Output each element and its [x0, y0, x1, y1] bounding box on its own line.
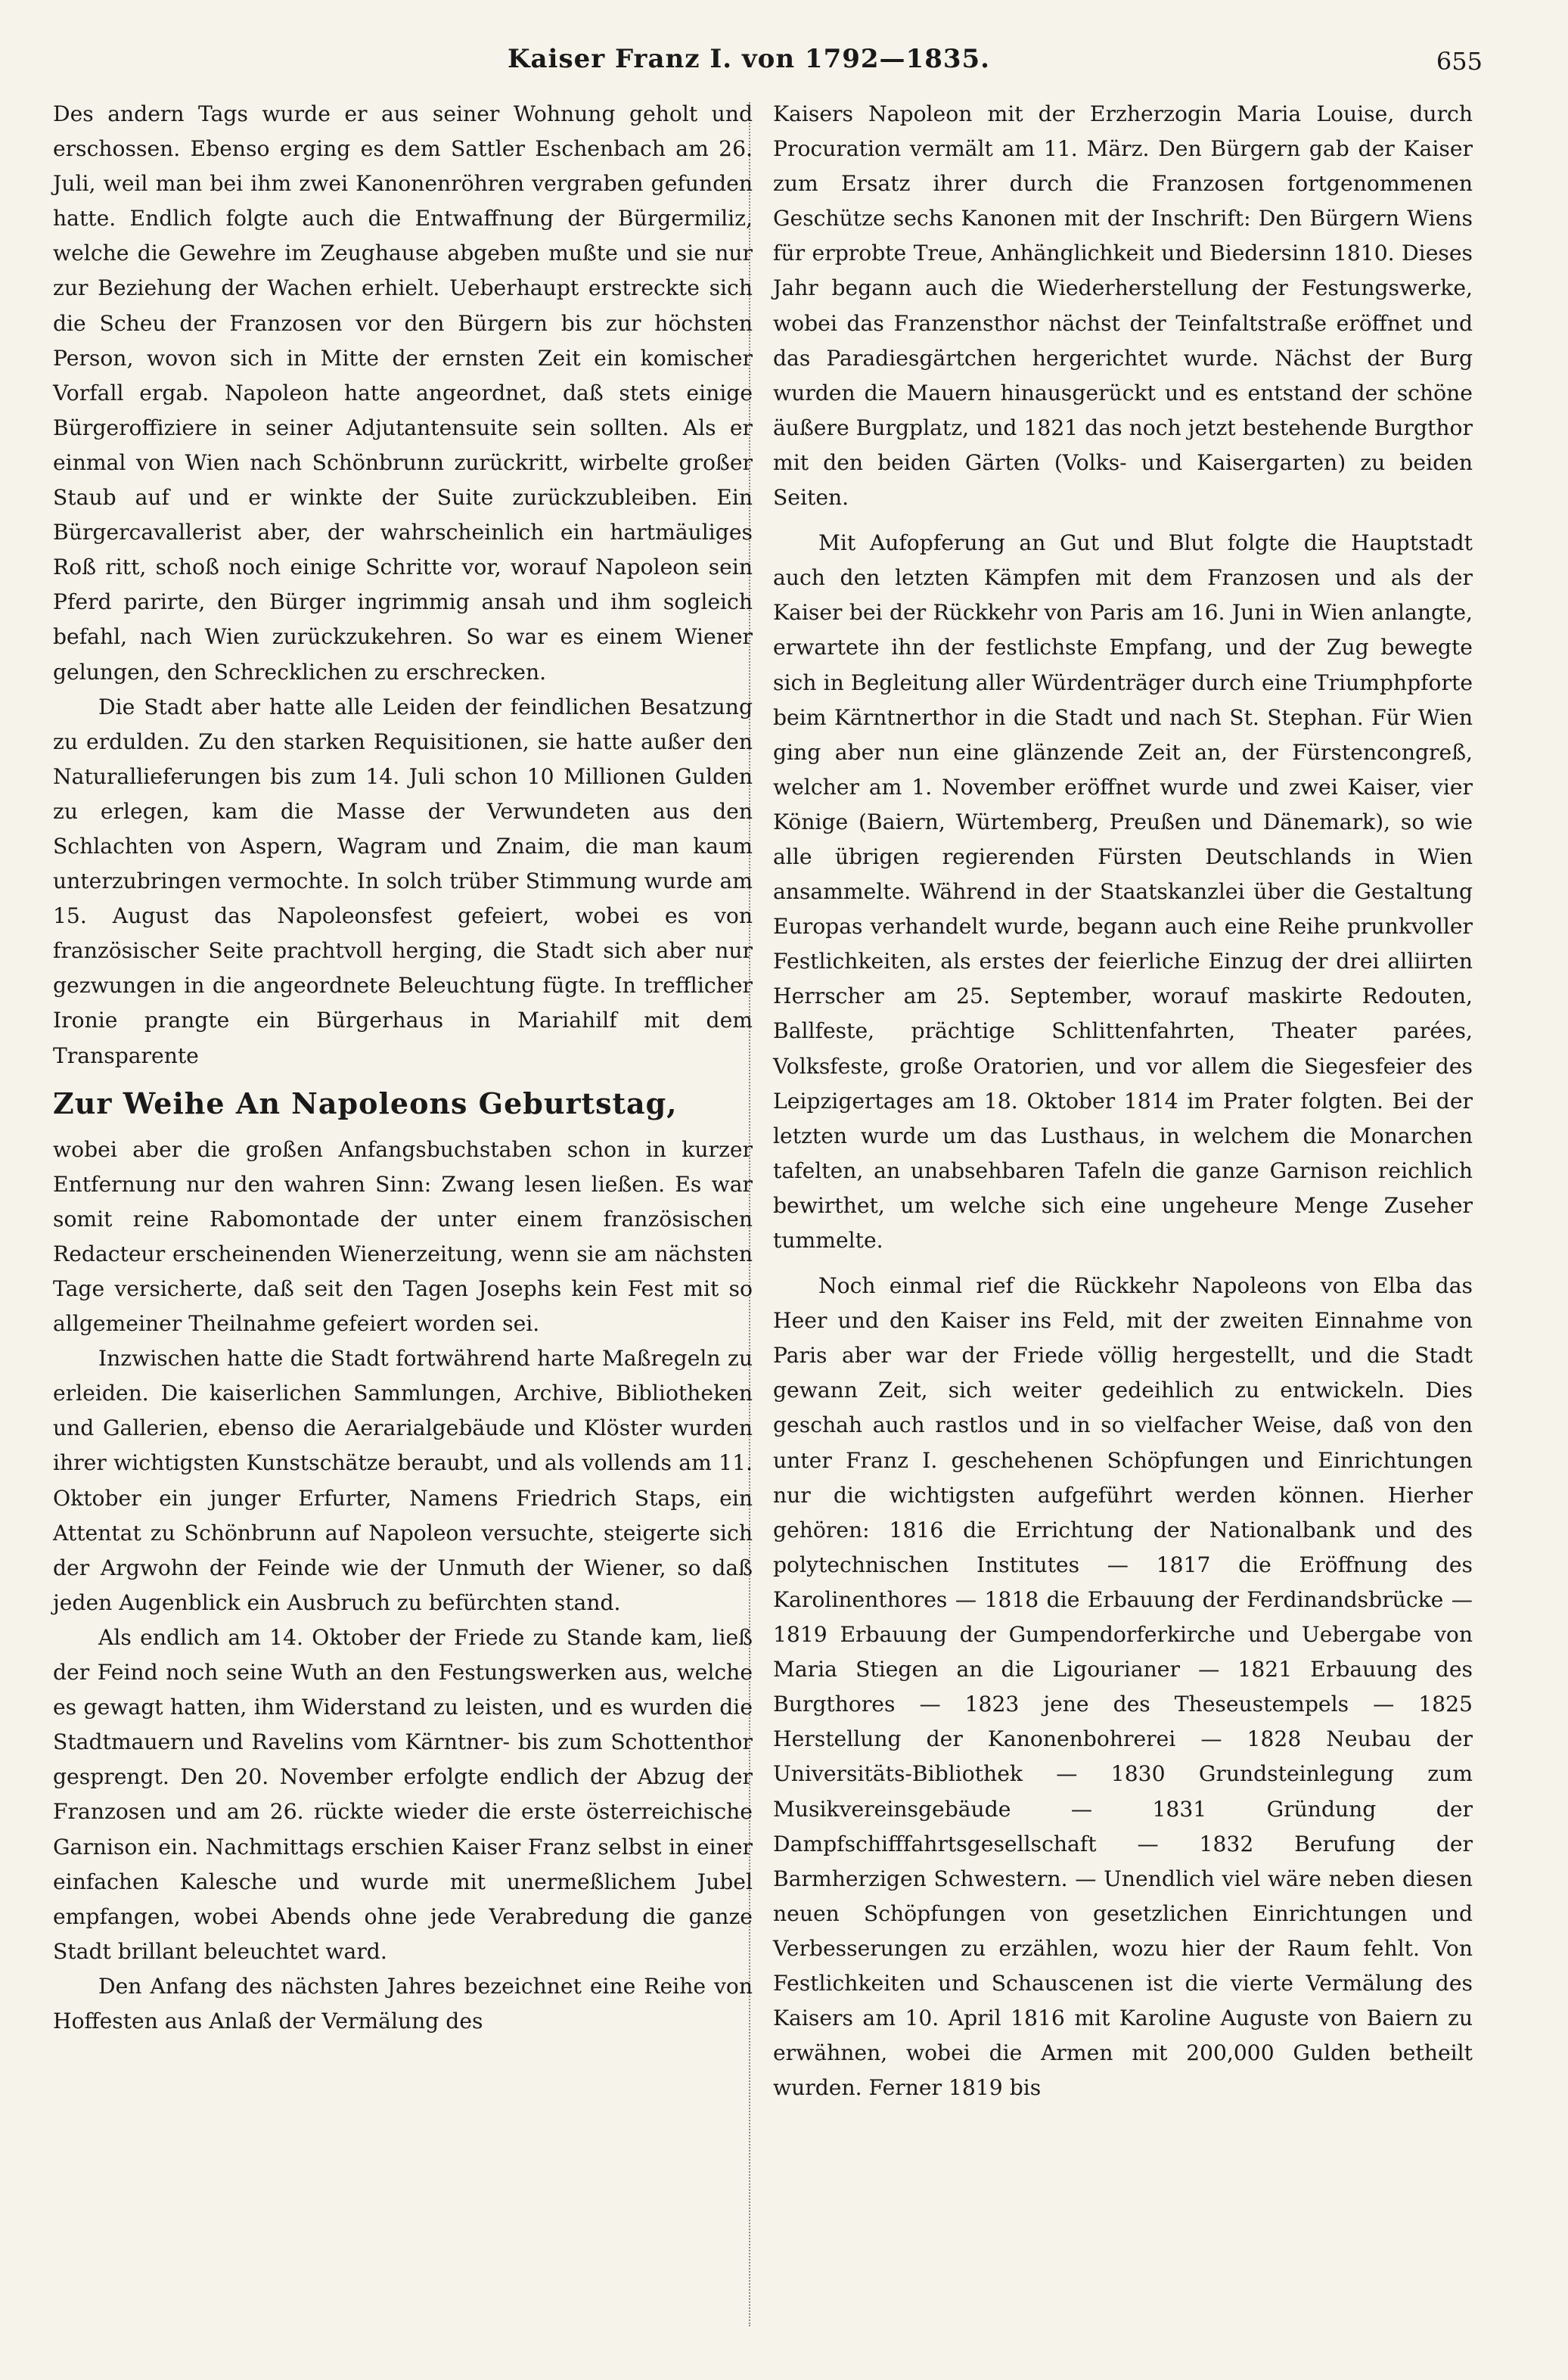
paragraph: Des andern Tags wurde er aus seiner Wohnung geholt und erschossen. Ebenso erging es dem Sattler Eschenbach am 26. Juli, weil man bei ihm zwei Kanonenröhren vergraben gefunden hatte. Endlich folgte auch die Entwaffnung der Bürgermiliz, welche die Gewehre im Zeughause abgeben mußte und sie nur zur Beziehung der Wachen erhielt. Ueberhaupt erstreckte sich die Scheu der Franzosen vor den Bürgern bis zur höchsten Person, wovon sich in Mitte der ernsten Zeit ein komischer Vorfall ergab. Napoleon hatte angeordnet, daß stets einige Bürgeroffiziere in seiner Adjutantensuite sein sollten. Als er einmal von Wien nach Schönbrunn zurückritt, wirbelte großer Staub auf und er winkte der Suite zurückzubleiben. Ein Bürgercavallerist aber, der wahrscheinlich ein hartmäuliges Roß ritt, schoß noch einige Schritte vor, worauf Napoleon sein Pferd parirte, den Bürger ingrimmig ansah und ihm sogleich befahl, nach Wien zurückzukehren. So war es einem Wiener gelungen, den Schrecklichen zu erschrecken.	[53, 101, 753, 685]
page-number: 655	[1436, 47, 1483, 76]
running-title: Kaiser Franz I. von 1792—1835.	[507, 44, 991, 74]
left-column	[53, 97, 753, 2039]
paragraph: Mit Aufopferung an Gut und Blut folgte die Hauptstadt auch den letzten Kämpfen mit dem Franzosen und als der Kaiser bei der Rückkehr von Paris am 16. Juni in Wien anlangte, erwartete ihn der festlichste Empfang, und der Zug bewegte sich in Begleitung aller Würdenträger durch eine Triumphpforte beim Kärntnerthor in die Stadt und nach St. Stephan. Für Wien ging aber nun eine glänzende Zeit an, der Fürstencongreß, welcher am 1. November eröffnet wurde und zwei Kaiser, vier Könige (Baiern, Würtemberg, Preußen und Dänemark), so wie alle übrigen regierenden Fürsten Deutschlands in Wien ansammelte. Während in der Staatskanzlei über die Gestaltung Europas verhandelt wurde, begann auch eine Reihe prunkvoller Festlichkeiten, als erstes der feierliche Einzug der drei alliirten Herrscher am 25. September, worauf maskirte Redouten, Ballfeste, prächtige Schlittenfahrten, Theater parées, Volksfeste, große Oratorien, und vor allem die Siegesfeier des Leipzigertages am 18. Oktober 1814 im Prater folgten. Bei der letzten wurde um das Lusthaus, in welchem die Monarchen tafelten, an unabsehbaren Tafeln die ganze Garnison reichlich bewirthet, um welche sich eine ungeheure Menge Zuseher tummelte.	[773, 530, 1473, 1253]
paragraph: wobei aber die großen Anfangsbuchstaben schon in kurzer Entfernung nur den wahren Sinn: Zwang lesen ließen. Es war somit reine Rabomontade der unter einem französischen Redacteur erscheinenden Wienerzeitung, wenn sie am nächsten Tage versicherte, daß seit den Tagen Josephs kein Fest mit so allgemeiner Theilnahme gefeiert worden sei.	[53, 1136, 753, 1337]
paragraph: Inzwischen hatte die Stadt fortwährend harte Maßregeln zu erleiden. Die kaiserlichen Sammlungen, Archive, Bibliotheken und Gallerien, ebenso die Aerarialgebäude und Klöster wurden ihrer wichtigsten Kunstschätze beraubt, und als vollends am 11. Oktober ein junger Erfurter, Namens Friedrich Staps, ein Attentat zu Schönbrunn auf Napoleon versuchte, steigerte sich der Argwohn der Feinde wie der Unmuth der Wiener, so daß jeden Augenblick ein Ausbruch zu befürchten stand.	[53, 1346, 753, 1615]
paragraph: Die Stadt aber hatte alle Leiden der feindlichen Besatzung zu erdulden. Zu den starken Requisitionen, sie hatte außer den Naturallieferungen bis zum 14. Juli schon 10 Millionen Gulden zu erlegen, kam die Masse der Verwundeten aus den Schlachten von Aspern, Wagram und Znaim, die man kaum unterzubringen vermochte. In solch trüber Stimmung wurde am 15. August das Napoleonsfest gefeiert, wobei es von französischer Seite prachtvoll herging, die Stadt sich aber nur gezwungen in die angeordnete Beleuchtung fügte. In trefflicher Ironie prangte ein Bürgerhaus in Mariahilf mit dem Transparente	[53, 694, 753, 1068]
transparent-inscription: Zur Weihe An Napoleons Geburtstag,	[53, 1086, 678, 1120]
right-column	[773, 97, 1473, 2105]
paragraph: Den Anfang des nächsten Jahres bezeichnet eine Reihe von Hoffesten aus Anlaß der Vermälung des	[53, 1973, 753, 2034]
paragraph: Noch einmal rief die Rückkehr Napoleons von Elba das Heer und den Kaiser ins Feld, mit der zweiten Einnahme von Paris aber war der Friede völlig hergestellt, und die Stadt gewann Zeit, sich weiter gedeihlich zu entwickeln. Dies geschah auch rastlos und in so vielfacher Weise, daß von den unter Franz I. geschehenen Schöpfungen und Einrichtungen nur die wichtigsten aufgeführt werden können. Hierher gehören: 1816 die Errichtung der Nationalbank und des polytechnischen Institutes — 1817 die Eröffnung des Karolinenthores — 1818 die Erbauung der Ferdinandsbrücke — 1819 Erbauung der Gumpendorferkirche und Uebergabe von Maria Stiegen an die Ligourianer — 1821 Erbauung des Burgthores — 1823 jene des Theseustempels — 1825 Herstellung der Kanonenbohrerei — 1828 Neubau der Universitäts-Bibliothek — 1830 Grundsteinlegung zum Musikvereinsgebäude — 1831 Gründung der Dampfschifffahrtsgesellschaft — 1832 Berufung der Barmherzigen Schwestern. — Unendlich viel wäre neben diesen neuen Schöpfungen von gesetzlichen Einrichtungen und Verbesserungen zu erzählen, wozu hier der Raum fehlt. Von Festlichkeiten und Schauscenen ist die vierte Vermälung des Kaisers am 10. April 1816 mit Karoline Auguste von Baiern zu erwähnen, wobei die Armen mit 200,000 Gulden betheilt wurden. Ferner 1819 bis	[773, 1273, 1473, 2101]
paragraph: Als endlich am 14. Oktober der Friede zu Stande kam, ließ der Feind noch seine Wuth an den Festungswerken aus, welche es gewagt hatten, ihm Widerstand zu leisten, und es wurden die Stadtmauern und Ravelins vom Kärntner- bis zum Schottenthor gesprengt. Den 20. November erfolgte endlich der Abzug der Franzosen und am 26. rückte wieder die erste österreichische Garnison ein. Nachmittags erschien Kaiser Franz selbst in einer einfachen Kalesche und wurde mit unermeßlichem Jubel empfangen, wobei Abends ohne jede Verabredung die ganze Stadt brillant beleuchtet ward.	[53, 1624, 753, 1964]
paragraph: Kaisers Napoleon mit der Erzherzogin Maria Louise, durch Procuration vermält am 11. März. Den Bürgern gab der Kaiser zum Ersatz ihrer durch die Franzosen fortgenommenen Geschütze sechs Kanonen mit der Inschrift: Den Bürgern Wiens für erprobte Treue, Anhänglichkeit und Biedersinn 1810. Dieses Jahr begann auch die Wiederherstellung der Festungswerke, wobei das Franzensthor nächst der Teinfaltstraße eröffnet und das Paradiesgärtchen hergerichtet wurde. Nächst der Burg wurden die Mauern hinausgerückt und es entstand der schöne äußere Burgplatz, und 1821 das noch jetzt bestehende Burgthor mit den beiden Gärten (Volks- und Kaisergarten) zu beiden Seiten.	[773, 101, 1473, 511]
